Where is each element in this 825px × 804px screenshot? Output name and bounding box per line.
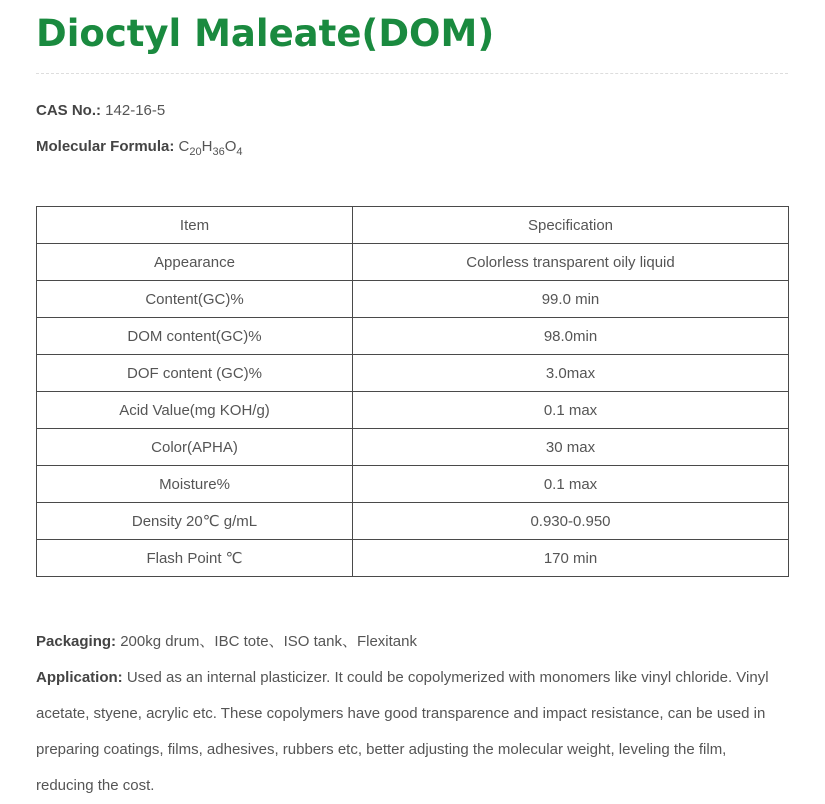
- cell-specification: 0.930-0.950: [353, 503, 789, 540]
- page-title: Dioctyl Maleate(DOM): [36, 12, 495, 55]
- table-row: [37, 355, 789, 392]
- table-row: [37, 466, 789, 503]
- cell-specification: 30 max: [353, 429, 789, 466]
- cell-item: Density 20℃ g/mL: [37, 503, 353, 540]
- formula-subscript: 36: [212, 146, 225, 158]
- table-row: [37, 429, 789, 466]
- table-header-row: [37, 207, 789, 244]
- table-row: [37, 540, 789, 577]
- packaging-label: Packaging:: [36, 633, 117, 650]
- cell-specification: 0.1 max: [353, 466, 789, 503]
- cell-specification: 0.1 max: [353, 392, 789, 429]
- formula-subscript: 4: [236, 146, 243, 158]
- formula-subscript: 20: [189, 146, 202, 158]
- cell-item: Moisture%: [37, 466, 353, 503]
- cell-item: DOF content (GC)%: [37, 355, 353, 392]
- application-value: Used as an internal plasticizer. It could be copolymerized with monomers like vinyl chloride. Vinyl acetate, styene, acrylic etc. These copolymers have good transparence and impact resistance, can be used in preparing coatings, films, adhesives, rubbers etc, better adjusting the molecular weight, leveling the film, reducing the cost.: [36, 669, 769, 794]
- title-divider: [36, 73, 788, 74]
- cell-item: Color(APHA): [37, 429, 353, 466]
- formula-value: [178, 138, 243, 158]
- cell-specification: 3.0max: [353, 355, 789, 392]
- formula-element: H: [201, 138, 213, 155]
- cas-value: 142-16-5: [105, 102, 166, 119]
- cas-number: [36, 101, 165, 121]
- table-row: [37, 503, 789, 540]
- packaging-value: 200kg drum、IBC tote、ISO tank、Flexitank: [120, 633, 417, 650]
- formula-element: O: [224, 138, 237, 155]
- molecular-formula: [36, 137, 243, 157]
- cas-label: CAS No.:: [36, 102, 101, 119]
- table-row: [37, 392, 789, 429]
- cell-specification: 98.0min: [353, 318, 789, 355]
- table-row: [37, 318, 789, 355]
- cell-item: Content(GC)%: [37, 281, 353, 318]
- application-info: [36, 660, 788, 804]
- cell-item: Flash Point ℃: [37, 540, 353, 577]
- specification-table: [36, 206, 789, 577]
- cell-specification: Colorless transparent oily liquid: [353, 244, 789, 281]
- formula-label: Molecular Formula:: [36, 138, 175, 155]
- formula-element: C: [178, 138, 190, 155]
- application-label: Application:: [36, 669, 123, 686]
- cell-item: DOM content(GC)%: [37, 318, 353, 355]
- cell-specification: 99.0 min: [353, 281, 789, 318]
- header-item: Item: [37, 207, 353, 244]
- packaging-info: [36, 624, 788, 660]
- table-body: [37, 244, 789, 577]
- table-row: [37, 281, 789, 318]
- cell-item: Acid Value(mg KOH/g): [37, 392, 353, 429]
- cell-specification: 170 min: [353, 540, 789, 577]
- header-specification: Specification: [353, 207, 789, 244]
- cell-item: Appearance: [37, 244, 353, 281]
- table-row: [37, 244, 789, 281]
